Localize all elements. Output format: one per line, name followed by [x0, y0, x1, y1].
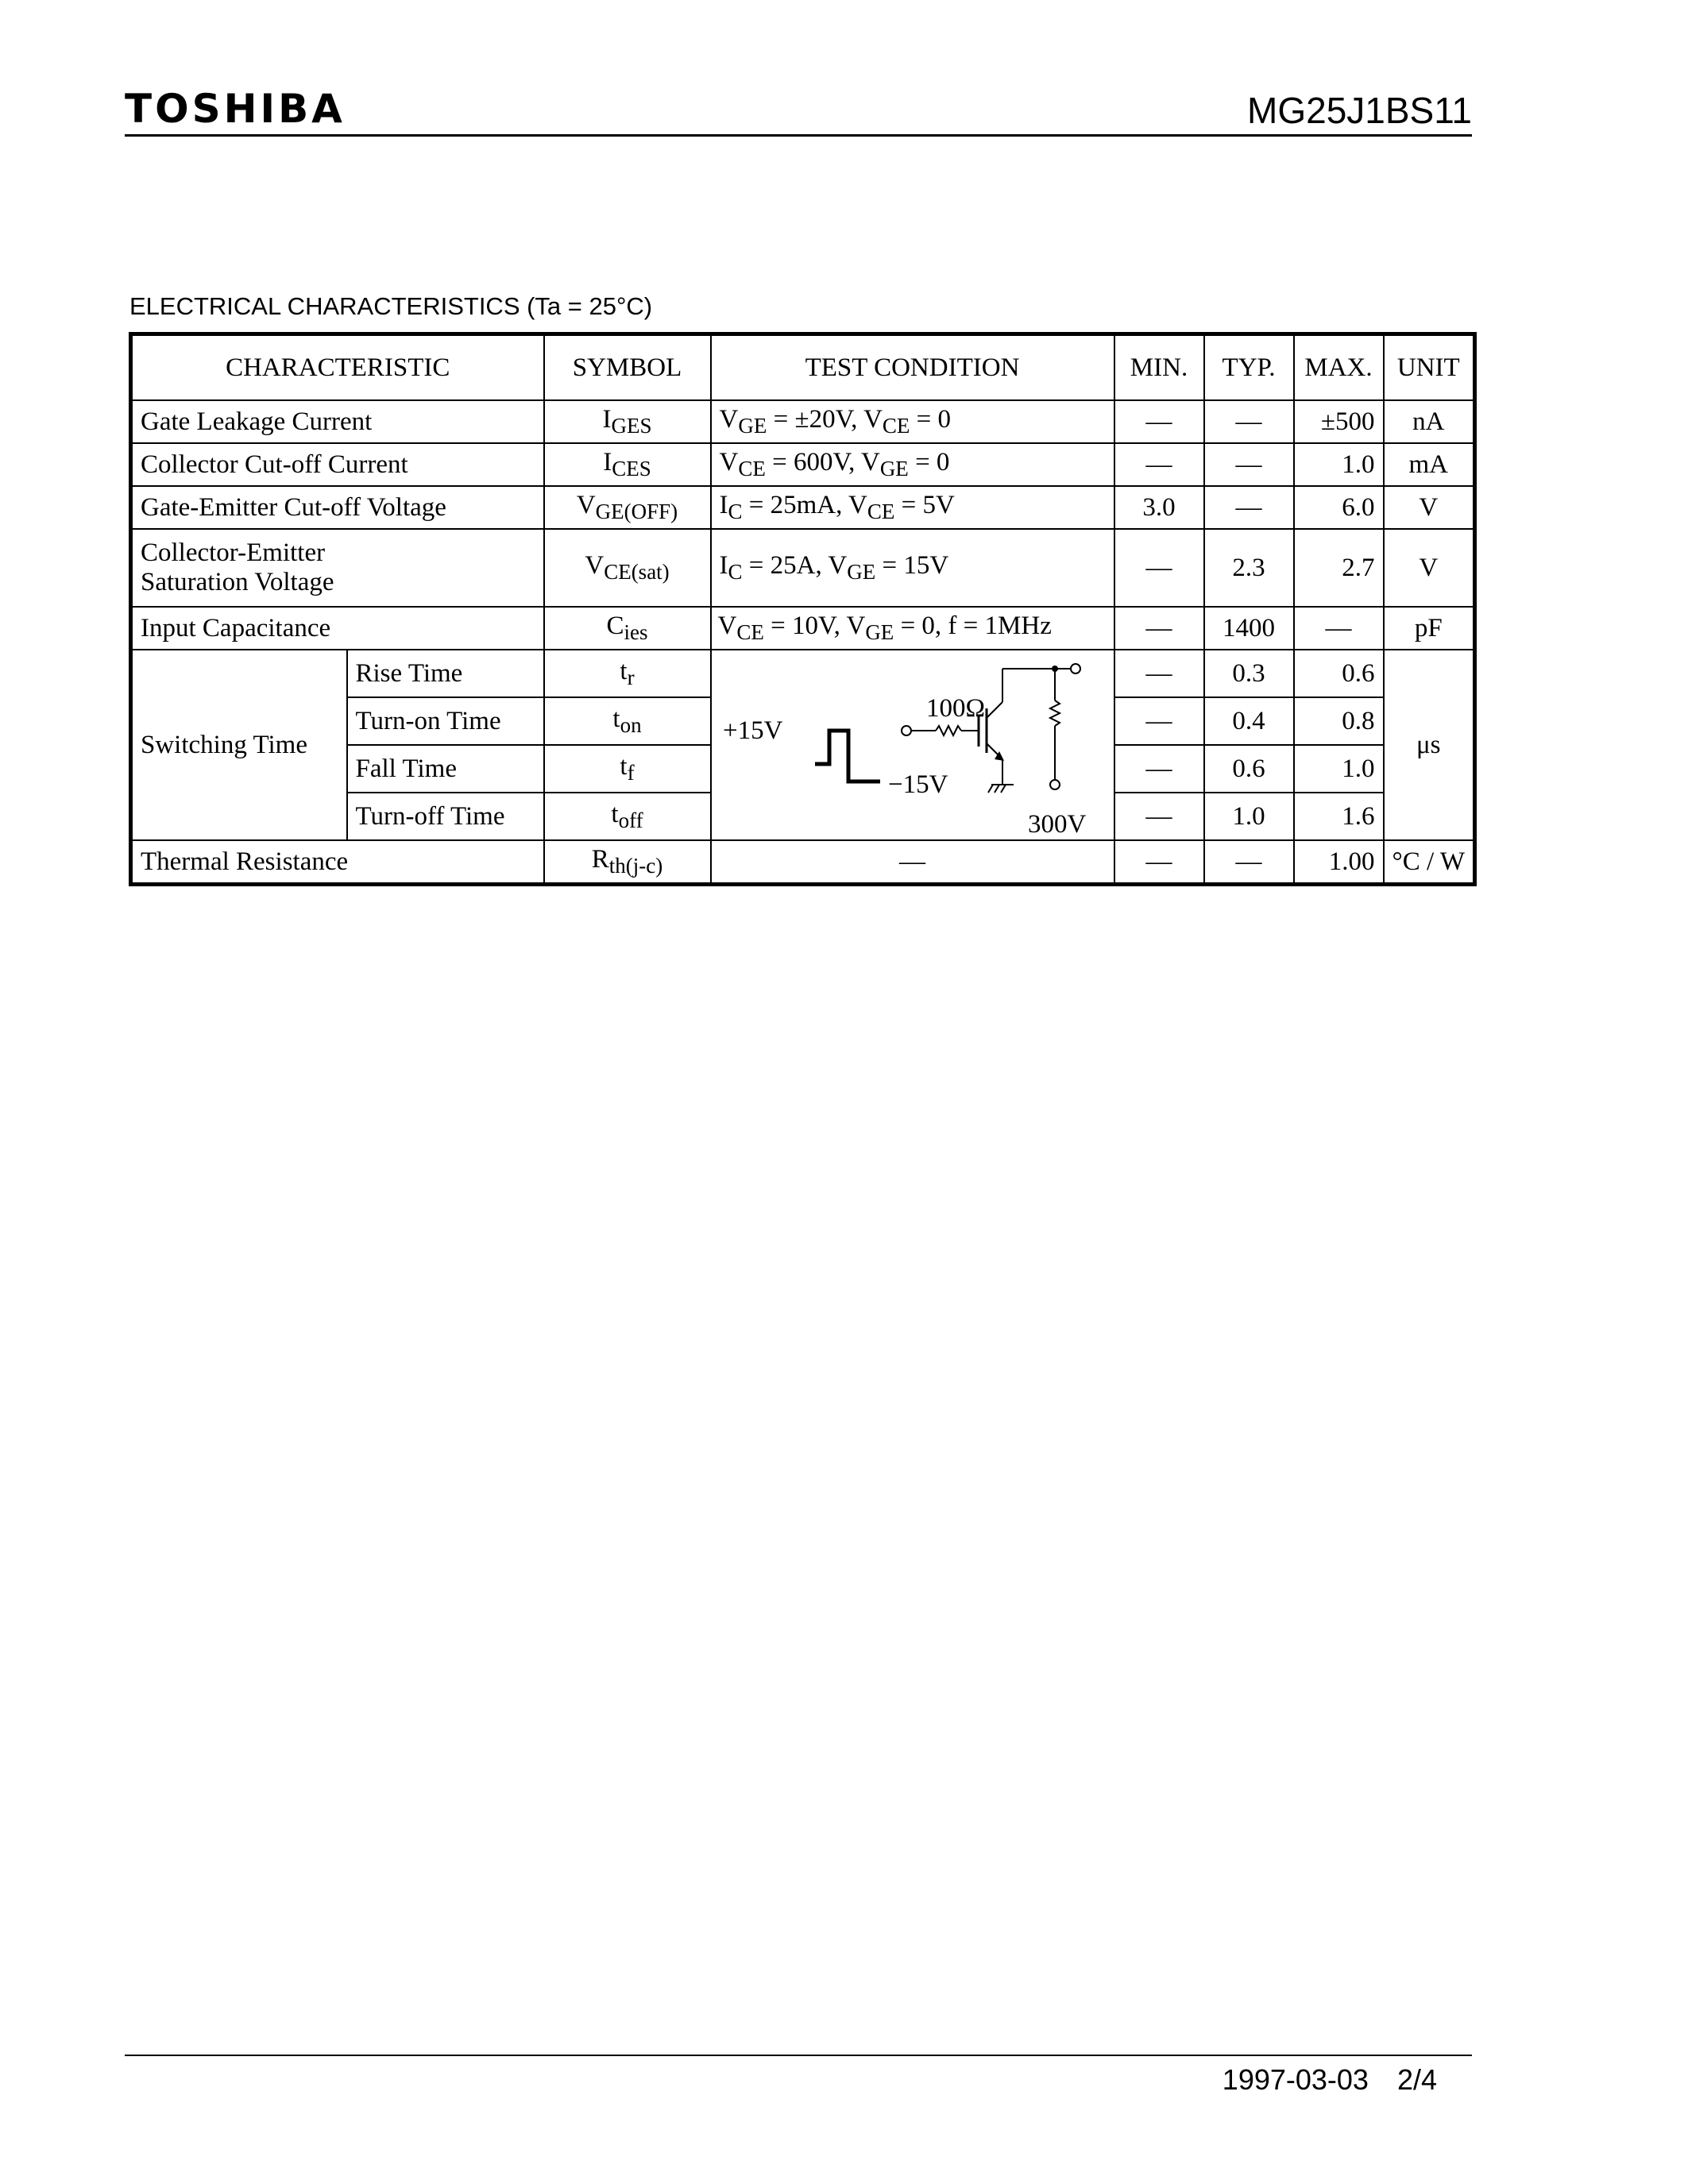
- condition-cell: $I_C = 25mA$, $V_{CE} = 5V$: [711, 486, 1114, 529]
- footer: [1223, 2063, 1437, 2097]
- header-characteristic: CHARACTERISTIC: [131, 334, 544, 401]
- max-cell: 0.8: [1294, 697, 1384, 745]
- typ-cell: —: [1204, 443, 1294, 486]
- characteristic-cell: Input Capacitance: [131, 607, 544, 650]
- min-cell: —: [1114, 840, 1204, 885]
- load-resistor: [1050, 700, 1060, 726]
- symbol-cell: $V_{GE(OFF)}$: [544, 486, 711, 529]
- pulse-high-label: +15V: [722, 716, 782, 745]
- symbol-cell: $R_{th(j-c)}$: [544, 840, 711, 885]
- supply-label: 300V: [1027, 810, 1086, 839]
- test-circuit-diagram: [712, 651, 1115, 839]
- typ-cell: —: [1204, 840, 1294, 885]
- header-unit: UNIT: [1384, 334, 1475, 401]
- typ-cell: 1.0: [1204, 793, 1294, 840]
- pulse-low-label: −15V: [887, 770, 948, 799]
- gate-terminal: [902, 726, 911, 735]
- table-header-row: [131, 334, 1475, 401]
- switching-item-name: Turn-on Time: [347, 697, 544, 745]
- symbol-cell: $I_{CES}$: [544, 443, 711, 486]
- typ-cell: 2.3: [1204, 529, 1294, 607]
- header-test-condition: TEST CONDITION: [711, 334, 1114, 401]
- symbol-cell: $t_{off}$: [544, 793, 711, 840]
- unit-cell: V: [1384, 529, 1475, 607]
- symbol-cell: $t_f$: [544, 745, 711, 793]
- supply-terminal-bottom: [1050, 780, 1060, 789]
- supply-terminal-top: [1071, 664, 1080, 673]
- min-cell: —: [1114, 607, 1204, 650]
- table-row: [131, 486, 1475, 529]
- symbol-cell: $I_{GES}$: [544, 400, 711, 443]
- switching-item-name: Turn-off Time: [347, 793, 544, 840]
- max-cell: —: [1294, 607, 1384, 650]
- table-row: [131, 650, 1475, 697]
- unit-cell: mA: [1384, 443, 1475, 486]
- unit-cell: °C / W: [1384, 840, 1475, 885]
- typ-cell: —: [1204, 486, 1294, 529]
- symbol-cell: $t_r$: [544, 650, 711, 697]
- header-max: MAX.: [1294, 334, 1384, 401]
- table-row: [131, 443, 1475, 486]
- min-cell: —: [1114, 697, 1204, 745]
- condition-cell: $V_{CE} = 600V$, $V_{GE} = 0$: [711, 443, 1114, 486]
- pulse-waveform: [815, 731, 880, 781]
- min-cell: —: [1114, 529, 1204, 607]
- switching-test-circuit: [711, 650, 1114, 840]
- footer-date: 1997-03-03: [1222, 2063, 1369, 2096]
- characteristic-cell: Collector-Emitter Saturation Voltage: [131, 529, 544, 607]
- condition-cell: $V_{GE} = \pm 20V$, $V_{CE} = 0$: [711, 400, 1114, 443]
- switching-item-name: Rise Time: [347, 650, 544, 697]
- unit-cell: V: [1384, 486, 1475, 529]
- typ-cell: 0.6: [1204, 745, 1294, 793]
- condition-cell: $I_C = 25A$, $V_{GE} = 15V$: [711, 529, 1114, 607]
- brand-logo: TOSHIBA: [125, 86, 346, 132]
- typ-cell: 0.3: [1204, 650, 1294, 697]
- switching-item-name: Fall Time: [347, 745, 544, 793]
- footer-page: 2/4: [1396, 2063, 1437, 2096]
- characteristic-cell: Collector Cut-off Current: [131, 443, 544, 486]
- min-cell: —: [1114, 745, 1204, 793]
- min-cell: —: [1114, 793, 1204, 840]
- gate-resistor: [936, 726, 961, 735]
- typ-cell: 0.4: [1204, 697, 1294, 745]
- min-cell: 3.0: [1114, 486, 1204, 529]
- max-cell: 1.0: [1294, 443, 1384, 486]
- header-rule: [125, 134, 1472, 137]
- max-cell: 1.00: [1294, 840, 1384, 885]
- switching-unit-cell: μs: [1384, 650, 1475, 840]
- unit-cell: nA: [1384, 400, 1475, 443]
- switching-group-label: Switching Time: [131, 650, 347, 840]
- symbol-cell: $V_{CE(sat)}$: [544, 529, 711, 607]
- header-typ: TYP.: [1204, 334, 1294, 401]
- header-symbol: SYMBOL: [544, 334, 711, 401]
- part-number: MG25J1BS11: [1247, 90, 1472, 131]
- table-row: [131, 400, 1475, 443]
- table-row: [131, 607, 1475, 650]
- max-cell: 0.6: [1294, 650, 1384, 697]
- gate-resistor-label: 100Ω: [925, 694, 985, 723]
- max-cell: 1.6: [1294, 793, 1384, 840]
- symbol-cell: $C_{ies}$: [544, 607, 711, 650]
- table-row: [131, 840, 1475, 885]
- condition-cell: —: [711, 840, 1114, 885]
- max-cell: 1.0: [1294, 745, 1384, 793]
- table-row: [131, 529, 1475, 607]
- footer-rule: [125, 2055, 1472, 2056]
- max-cell: ±500: [1294, 400, 1384, 443]
- characteristic-cell: Thermal Resistance: [131, 840, 544, 885]
- min-cell: —: [1114, 443, 1204, 486]
- unit-cell: pF: [1384, 607, 1475, 650]
- typ-cell: —: [1204, 400, 1294, 443]
- electrical-characteristics-table: [129, 332, 1477, 886]
- condition-cell: $V_{CE} = 10V$, $V_{GE} = 0$, f = 1MHz: [711, 607, 1114, 650]
- section-title: ELECTRICAL CHARACTERISTICS (Ta = 25°C): [129, 292, 653, 320]
- characteristic-cell: Gate Leakage Current: [131, 400, 544, 443]
- min-cell: —: [1114, 650, 1204, 697]
- max-cell: 2.7: [1294, 529, 1384, 607]
- typ-cell: 1400: [1204, 607, 1294, 650]
- max-cell: 6.0: [1294, 486, 1384, 529]
- header-min: MIN.: [1114, 334, 1204, 401]
- symbol-cell: $t_{on}$: [544, 697, 711, 745]
- characteristic-cell: Gate-Emitter Cut-off Voltage: [131, 486, 544, 529]
- min-cell: —: [1114, 400, 1204, 443]
